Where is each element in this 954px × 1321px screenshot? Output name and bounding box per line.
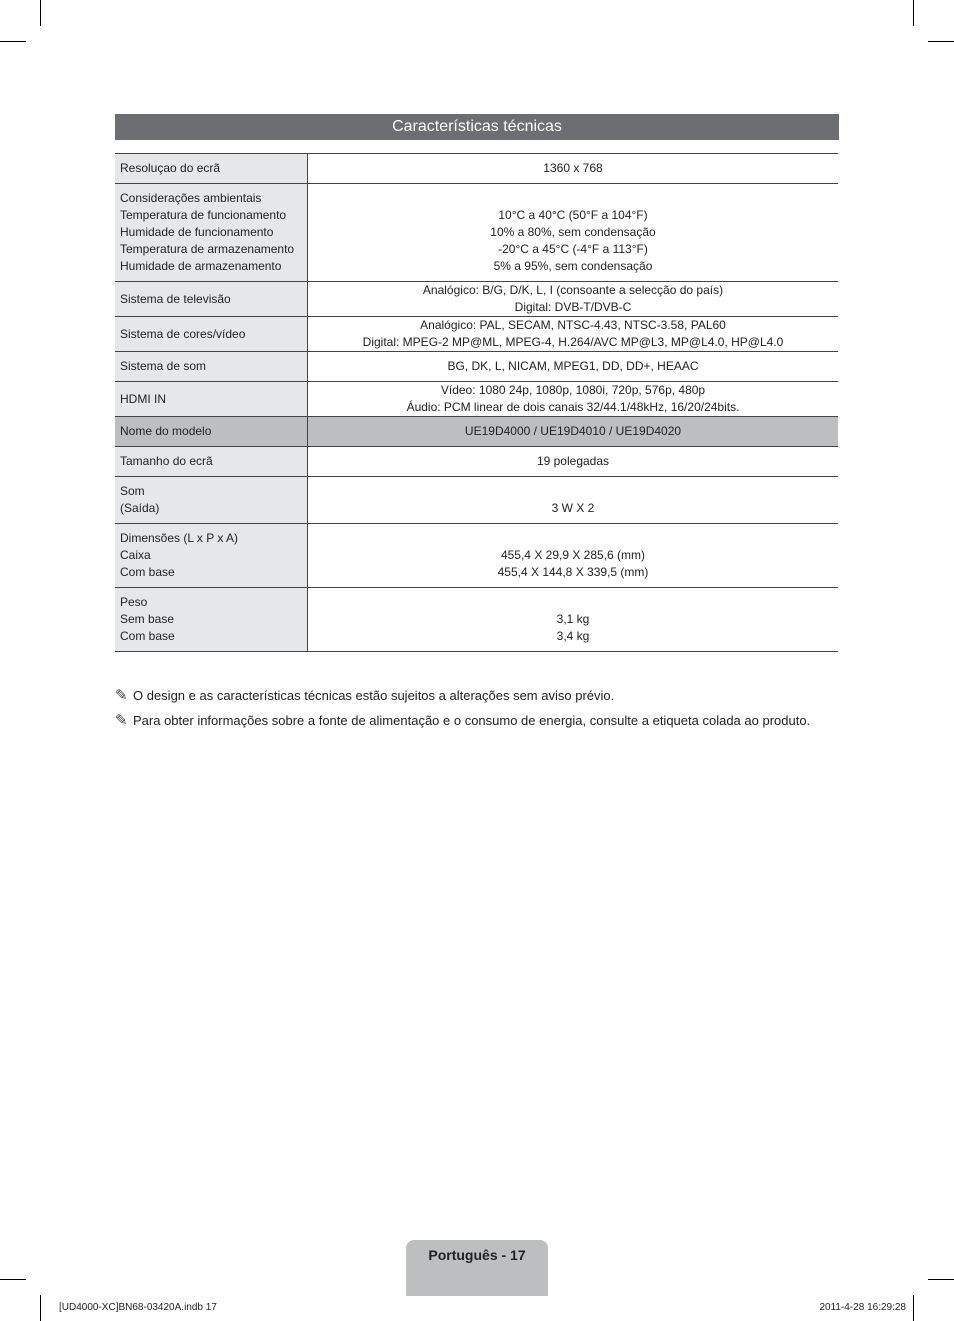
spec-label-line: Considerações ambientais <box>120 191 262 205</box>
spec-label-line: Temperatura de funcionamento <box>120 208 287 222</box>
spec-label <box>115 588 308 652</box>
spec-label <box>115 352 308 382</box>
spec-label-line: Sistema de cores/vídeo <box>120 326 246 341</box>
spec-label <box>115 317 308 352</box>
spec-label-line: Sem base <box>120 612 175 626</box>
spec-row <box>115 154 838 184</box>
spec-label-line: Humidade de armazenamento <box>120 259 282 273</box>
spec-label <box>115 524 308 588</box>
spec-value <box>308 588 839 652</box>
spec-value-line: Áudio: PCM linear de dois canais 32/44.1/48kHz, 16/20/24bits. <box>406 400 740 414</box>
spec-label-line: Nome do modelo <box>120 424 212 438</box>
spec-label-line: Dimensões (L x P x A) <box>120 531 239 545</box>
spec-label <box>115 477 308 524</box>
spec-value-line: 10°C a 40°C (50°F a 104°F) <box>498 208 648 222</box>
spec-label-line: Tamanho do ecrã <box>120 454 213 468</box>
spec-value <box>308 154 839 184</box>
spec-label <box>115 184 308 282</box>
spec-value <box>308 447 839 477</box>
spec-row <box>115 317 838 352</box>
pencil-icon: ✎ <box>115 712 128 729</box>
spec-value-line: Analógico: PAL, SECAM, NTSC-4.43, NTSC-3.58, PAL60 <box>420 318 726 332</box>
crop-mark <box>928 41 954 42</box>
spec-label-line: Som <box>120 484 145 498</box>
spec-row <box>115 588 838 652</box>
spec-label-line: Resoluçao do ecrã <box>120 161 221 175</box>
spec-table <box>115 153 838 652</box>
spec-row <box>115 524 838 588</box>
spec-value-line: 19 polegadas <box>536 454 610 468</box>
spec-row <box>115 352 838 382</box>
spec-label <box>115 447 308 477</box>
crop-mark <box>0 41 26 42</box>
spec-value <box>308 184 839 282</box>
spec-value-line: Vídeo: 1080 24p, 1080p, 1080i, 720p, 576p, 480p <box>440 383 706 397</box>
pencil-icon: ✎ <box>115 687 128 704</box>
spec-label-line: Com base <box>120 565 175 579</box>
crop-mark <box>928 1279 954 1280</box>
spec-label-line: HDMI IN <box>120 391 166 406</box>
spec-value <box>308 477 839 524</box>
spec-value-line: 10% a 80%, sem condensação <box>490 225 656 239</box>
spec-value-line: 3,1 kg <box>556 612 590 626</box>
section-title: Características técnicas <box>115 114 839 140</box>
spec-value <box>308 282 839 317</box>
spec-value-line: 455,4 X 144,8 X 339,5 (mm) <box>497 565 649 579</box>
spec-value-line: Digital: DVB-T/DVB-C <box>514 300 632 314</box>
spec-label <box>115 382 308 417</box>
spec-label <box>115 417 308 447</box>
spec-value-line: UE19D4000 / UE19D4010 / UE19D4020 <box>464 424 682 438</box>
spec-value-line: 5% a 95%, sem condensação <box>493 259 653 273</box>
spec-label-line: Peso <box>120 595 148 609</box>
crop-mark <box>913 0 914 26</box>
spec-value-line: 1360 x 768 <box>543 161 603 175</box>
spec-value-line: 455,4 X 29,9 X 285,6 (mm) <box>500 548 646 562</box>
crop-mark <box>913 1295 914 1321</box>
spec-value-line: Digital: MPEG-2 MP@ML, MPEG-4, H.264/AVC MP@L3, MP@L4.0, HP@L4.0 <box>362 335 784 349</box>
footer-file: [UD4000-XC]BN68-03420A.indb 17 <box>59 1302 217 1313</box>
spec-label-line: Com base <box>120 629 175 643</box>
spec-value <box>308 317 839 352</box>
crop-mark <box>40 1295 41 1321</box>
spec-label <box>115 282 308 317</box>
spec-row <box>115 417 838 447</box>
spec-value <box>308 382 839 417</box>
spec-label-line: Humidade de funcionamento <box>120 225 274 239</box>
crop-mark <box>0 1279 26 1280</box>
crop-mark <box>40 0 41 26</box>
spec-value-line: -20°C a 45°C (-4°F a 113°F) <box>498 242 648 256</box>
page-number-tab: Português - 17 <box>406 1240 548 1296</box>
spec-label-line: Sistema de som <box>120 359 207 373</box>
spec-row <box>115 282 838 317</box>
footer-timestamp: 2011-4-28 16:29:28 <box>819 1302 906 1313</box>
spec-label-line: Caixa <box>120 548 151 562</box>
note-power: ✎ Para obter informações sobre a fonte de alimentação e o consumo de energia, consulte a etiqueta colada ao produto. <box>115 712 811 729</box>
spec-label-line: Sistema de televisão <box>120 291 231 306</box>
spec-value <box>308 417 839 447</box>
spec-label <box>115 154 308 184</box>
spec-value-line: BG, DK, L, NICAM, MPEG1, DD, DD+, HEAAC <box>447 359 699 373</box>
spec-row <box>115 477 838 524</box>
spec-label-line: (Saída) <box>120 501 160 515</box>
spec-row <box>115 382 838 417</box>
spec-label-line: Temperatura de armazenamento <box>120 242 295 256</box>
spec-row <box>115 447 838 477</box>
spec-row <box>115 184 838 282</box>
spec-value-line: 3 W X 2 <box>551 501 595 515</box>
spec-value-line: 3,4 kg <box>556 629 590 643</box>
note-design: ✎ O design e as características técnicas estão sujeitos a alterações sem aviso prévio. <box>115 687 615 704</box>
spec-value-line: Analógico: B/G, D/K, L, I (consoante a selecção do país) <box>422 283 724 297</box>
spec-value <box>308 352 839 382</box>
spec-value <box>308 524 839 588</box>
